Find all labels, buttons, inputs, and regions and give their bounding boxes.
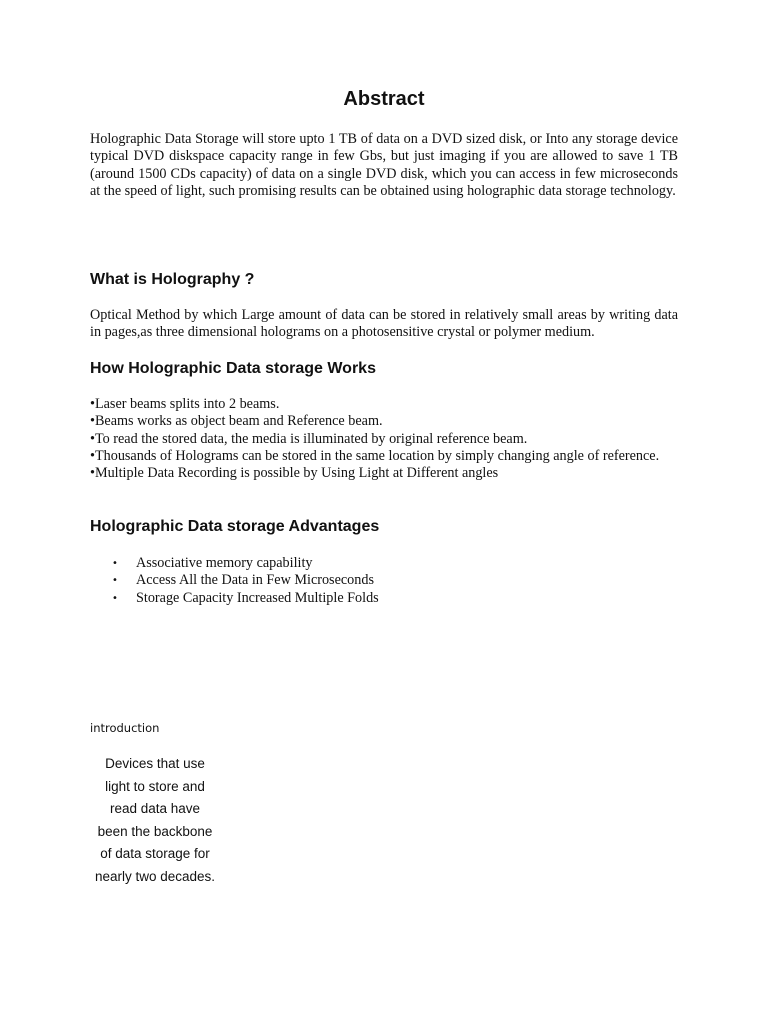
advantage-item (112, 555, 379, 572)
advantage-text: Associative memory capability (136, 555, 313, 571)
text-box-line: read data have (109, 801, 201, 816)
text-box-line: been the backbone (97, 823, 213, 839)
introduction-label: introduction (90, 721, 160, 735)
works-item: •Beams works as object beam and Reference beam. (90, 413, 383, 430)
advantage-item (112, 590, 379, 607)
text-box-line: of data storage for (100, 846, 210, 861)
holography-heading: What is Holography ? (90, 271, 255, 288)
works-heading: How Holographic Data storage Works (90, 360, 376, 377)
holography-paragraph: Optical Method by which Large amount of data can be stored in relatively small areas by writing data in pages,as three dimensional holograms on a photosensitive crystal or polymer medium. (90, 307, 678, 341)
works-list (90, 396, 678, 482)
introduction-text-box (90, 753, 220, 888)
advantage-item (112, 572, 379, 589)
text-box-line: light to store and (105, 778, 205, 794)
advantage-text: Storage Capacity Increased Multiple Folds (136, 589, 379, 606)
bullet-dot-icon: • (112, 558, 118, 569)
works-item: •Thousands of Holograms can be stored in the same location by simply changing angle of reference. (90, 447, 660, 464)
page-title: Abstract (343, 88, 425, 110)
bullet-dot-icon: • (112, 592, 118, 604)
advantage-text: Access All the Data in Few Microseconds (136, 572, 374, 589)
text-box-line: Devices that use (105, 756, 205, 771)
works-item: •Laser beams splits into 2 beams. (90, 396, 280, 412)
advantages-heading: Holographic Data storage Advantages (90, 518, 380, 535)
works-item: •Multiple Data Recording is possible by Using Light at Different angles (90, 465, 499, 482)
bullet-dot-icon: • (112, 575, 118, 587)
abstract-paragraph: Holographic Data Storage will store upto 1 TB of data on a DVD sized disk, or Into any storage device typical DVD diskspace capacity range in few Gbs, but just imaging if you are allowed to save 1 TB (around 1500 CDs capacity) of data on a single DVD disk, which you can access in few microseconds at the speed of light, such promising results can be obtained using holographic data storage technology. (90, 131, 678, 199)
works-item: •To read the stored data, the media is illuminated by original reference beam. (90, 430, 528, 447)
advantages-list (112, 555, 379, 607)
text-box-line: nearly two decades. (94, 868, 216, 884)
